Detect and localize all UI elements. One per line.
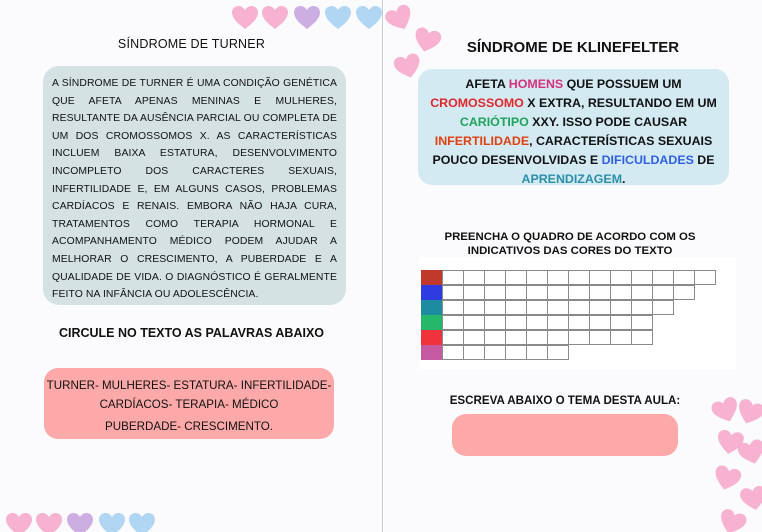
grid-cell[interactable]: [505, 270, 527, 285]
grid-cell[interactable]: [463, 315, 485, 330]
grid-cell[interactable]: [484, 345, 506, 360]
color-grid: [419, 257, 736, 369]
keyword-cariotipo: CARIÓTIPO: [459, 115, 529, 129]
grid-cell[interactable]: [442, 300, 464, 315]
grid-row: [421, 270, 716, 285]
grid-cell[interactable]: [631, 315, 653, 330]
grid-cell[interactable]: [568, 270, 590, 285]
heart-icon: [128, 512, 156, 532]
turner-title: SÍNDROME DE TURNER: [117, 37, 266, 51]
grid-cell[interactable]: [610, 315, 632, 330]
grid-cell[interactable]: [505, 330, 527, 345]
color-swatch: [421, 330, 442, 345]
grid-cell[interactable]: [652, 300, 674, 315]
grid-cell[interactable]: [505, 315, 527, 330]
color-swatch: [421, 315, 442, 330]
grid-cell[interactable]: [442, 270, 464, 285]
grid-cell[interactable]: [463, 270, 485, 285]
heart-icon: [293, 5, 321, 31]
grid-cell[interactable]: [484, 270, 506, 285]
heart-icon: [355, 5, 383, 31]
heart-icon: [738, 484, 762, 514]
grid-cell[interactable]: [589, 270, 611, 285]
heart-icon: [35, 512, 63, 532]
grid-cell[interactable]: [589, 285, 611, 300]
heart-icon: [231, 5, 259, 31]
fill-instruction-line-2: INDICATIVOS DAS CORES DO TEXTO: [467, 245, 673, 257]
words-line-1: TURNER- MULHERES- ESTATURA- INFERTILIDADE-: [46, 379, 332, 392]
keyword-dificuldades: DIFICULDADES: [601, 153, 694, 167]
grid-cell[interactable]: [547, 330, 569, 345]
text-part: X EXTRA, RESULTANDO EM UM: [523, 96, 717, 110]
grid-cell[interactable]: [568, 330, 590, 345]
grid-row: [421, 300, 674, 315]
grid-cell[interactable]: [442, 330, 464, 345]
text-part: QUE POSSUEM UM: [563, 77, 682, 91]
grid-cell[interactable]: [610, 300, 632, 315]
text-part: , CARACTERÍSTICAS SEXUAIS: [529, 134, 713, 148]
heart-icon: [98, 512, 126, 532]
keyword-infertilidade: INFERTILIDADE: [434, 134, 530, 148]
heart-icon: [66, 512, 94, 532]
grid-row: [421, 315, 653, 330]
grid-cell[interactable]: [589, 300, 611, 315]
grid-cell[interactable]: [484, 300, 506, 315]
heart-icon: [261, 5, 289, 31]
grid-cell[interactable]: [505, 345, 527, 360]
grid-cell[interactable]: [547, 300, 569, 315]
grid-cell[interactable]: [526, 300, 548, 315]
grid-row: [421, 345, 569, 360]
grid-cell[interactable]: [610, 285, 632, 300]
klinefelter-title: SÍNDROME DE KLINEFELTER: [466, 39, 680, 56]
grid-cell[interactable]: [673, 285, 695, 300]
grid-cell[interactable]: [673, 270, 695, 285]
grid-cell[interactable]: [505, 285, 527, 300]
grid-cell[interactable]: [442, 345, 464, 360]
words-line-2: CARDÍACOS- TERAPIA- MÉDICO: [99, 398, 279, 411]
grid-cell[interactable]: [568, 300, 590, 315]
circle-instruction: CIRCULE NO TEXTO AS PALAVRAS ABAIXO: [58, 326, 325, 340]
words-line-3: PUBERDADE- CRESCIMENTO.: [105, 420, 273, 433]
grid-cell[interactable]: [484, 330, 506, 345]
words-box: [44, 368, 334, 439]
text-part: DE: [693, 153, 715, 167]
heart-icon: [324, 5, 352, 31]
grid-cell[interactable]: [568, 285, 590, 300]
keyword-aprendizagem: APRENDIZAGEM: [521, 172, 623, 186]
grid-cell[interactable]: [484, 315, 506, 330]
grid-cell[interactable]: [589, 315, 611, 330]
grid-cell[interactable]: [547, 315, 569, 330]
grid-cell[interactable]: [526, 285, 548, 300]
grid-cell[interactable]: [526, 270, 548, 285]
turner-paragraph: A SÍNDROME DE TURNER É UMA CONDIÇÃO GENÉTICA QUE AFETA APENAS MENINAS E MULHERES, RESULTANTE DA AUSÊNCIA PARCIAL OU COMPLETA DE UM DOS CROMOSSOMOS X. AS CARACTERÍSTICAS INCLUEM BAIXA ESTATURA, DESENVOLVIMENTO INCOMPLETO DOS CARACTERES SEXUAIS, INFERTILIDADE E, EM ALGUNS CASOS, PROBLEMAS CARDÍACOS E RENAIS. EMBORA NÃO HAJA CURA, TRATAMENTOS COMO TERAPIA HORMONAL E ACOMPANHAMENTO MÉDICO PODEM AJUDAR A MELHORAR O CRESCIMENTO, A PUBERDADE E A QUALIDADE DE VIDA. O DIAGNÓSTICO É GERALMENTE FEITO NA INFÂNCIA OU ADOLESCÊNCIA.: [52, 78, 337, 301]
text-part: AFETA: [465, 77, 509, 91]
grid-cell[interactable]: [568, 315, 590, 330]
color-swatch: [421, 345, 442, 360]
answer-box[interactable]: [452, 414, 678, 456]
grid-cell[interactable]: [505, 300, 527, 315]
fill-instruction-line-1: PREENCHA O QUADRO DE ACORDO COM OS: [444, 231, 696, 243]
grid-cell[interactable]: [526, 315, 548, 330]
turner-text-box: [43, 66, 346, 305]
text-part: POUCO DESENVOLVIDAS E: [432, 153, 602, 167]
write-instruction: ESCREVA ABAIXO O TEMA DESTA AULA:: [449, 394, 681, 407]
grid-cell[interactable]: [463, 300, 485, 315]
text-part: XXY. ISSO PODE CAUSAR: [528, 115, 688, 129]
grid-cell[interactable]: [652, 285, 674, 300]
grid-cell[interactable]: [631, 300, 653, 315]
keyword-homens: HOMENS: [508, 77, 564, 91]
klinefelter-text-box: [418, 69, 729, 185]
keyword-cromossomo: CROMOSSOMO: [430, 96, 524, 110]
grid-cell[interactable]: [589, 330, 611, 345]
grid-cell[interactable]: [442, 285, 464, 300]
grid-cell[interactable]: [631, 270, 653, 285]
heart-icon: [5, 512, 33, 532]
grid-cell[interactable]: [631, 330, 653, 345]
grid-cell[interactable]: [463, 285, 485, 300]
grid-cell[interactable]: [526, 345, 548, 360]
grid-cell[interactable]: [463, 345, 485, 360]
color-swatch: [421, 300, 442, 315]
grid-cell[interactable]: [610, 270, 632, 285]
grid-cell[interactable]: [484, 285, 506, 300]
grid-cell[interactable]: [526, 330, 548, 345]
fill-instruction: [420, 230, 720, 258]
grid-cell[interactable]: [442, 315, 464, 330]
grid-cell[interactable]: [547, 345, 569, 360]
grid-cell[interactable]: [631, 285, 653, 300]
grid-cell[interactable]: [610, 330, 632, 345]
grid-row: [421, 285, 695, 300]
grid-cell[interactable]: [463, 330, 485, 345]
grid-cell[interactable]: [547, 285, 569, 300]
grid-row: [421, 330, 653, 345]
grid-cell[interactable]: [694, 270, 716, 285]
grid-cell[interactable]: [547, 270, 569, 285]
color-swatch: [421, 285, 442, 300]
grid-cell[interactable]: [652, 270, 674, 285]
color-swatch: [421, 270, 442, 285]
text-part: .: [622, 172, 626, 186]
